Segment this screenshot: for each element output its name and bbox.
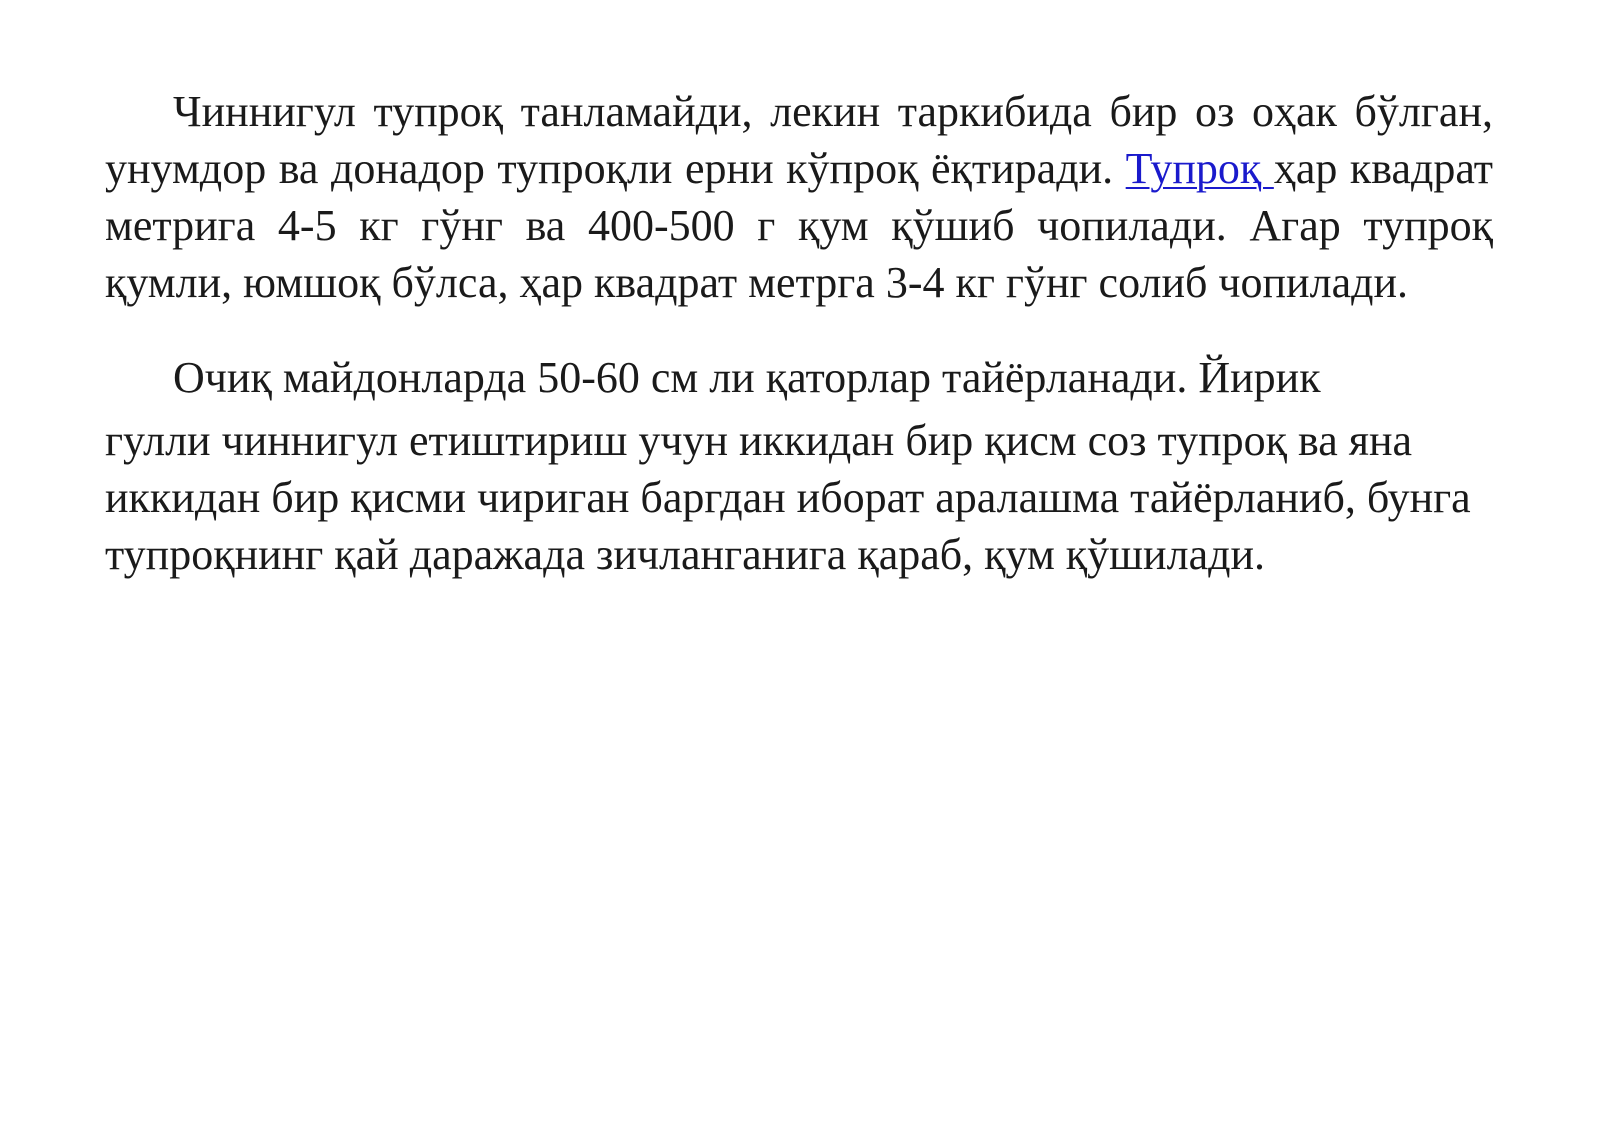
paragraph-soil-intro: Чиннигул тупроқ танламайди, лекин таркибида бир оз оҳак бўлган, унумдор ва донадор тупроқли ерни кўпроқ ёқтиради.	[105, 87, 1493, 193]
paragraph-open-field	[105, 349, 1493, 583]
soil-link[interactable]: Тупроқ	[1125, 144, 1274, 193]
paragraph-soil-rest: ҳар квадрат метрига 4-5 кг гўнг ва 400-500 г қум қўшиб чопилади. Агар тупроқ қумли, юмшоқ бўлса, ҳар квадрат метрга 3-4 кг гўнг солиб чопилади.	[105, 144, 1493, 307]
paragraph-open-field-first-line: Очиқ майдонларда 50-60 см ли қаторлар тайёрланади. Йирик	[173, 353, 1321, 402]
paragraph-soil	[105, 83, 1493, 347]
paragraph-open-field-rest: гулли чиннигул етиштириш учун иккидан бир қисм соз тупроқ ва яна иккидан бир қисми чириган баргдан иборат аралашма тайёрланиб, бунга тупроқнинг қай даражада зичланганига қараб, қум қўшилади.	[105, 416, 1471, 579]
